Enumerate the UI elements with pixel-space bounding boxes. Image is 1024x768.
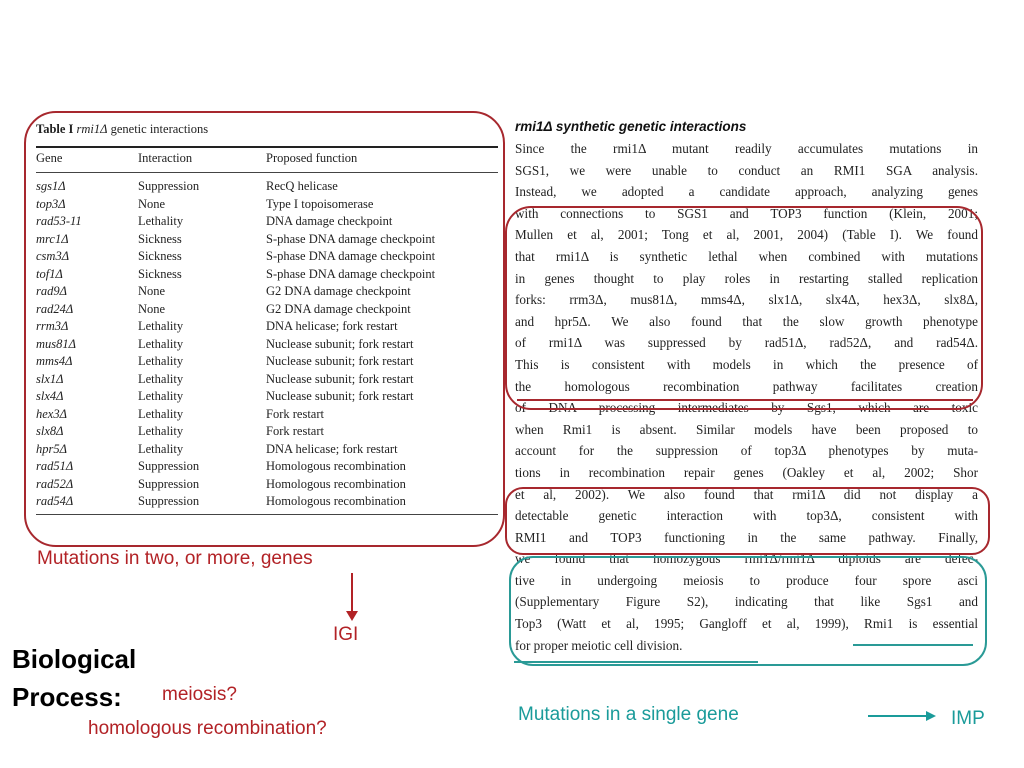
table-caption-text: genetic interactions — [110, 122, 209, 136]
cell-function: DNA helicase; fork restart — [266, 319, 398, 333]
text-line: we found that homozygous rmi1Δ/rmi1Δ diploids are defec- — [515, 551, 978, 567]
cell-interaction: Lethality — [138, 406, 184, 421]
cell-function: S-phase DNA damage checkpoint — [266, 266, 436, 281]
cell-interaction: None — [138, 284, 166, 298]
imp-caption: Mutations in a single gene — [518, 704, 739, 725]
cell-gene: rad24Δ — [36, 301, 74, 316]
cell-interaction: Lethality — [138, 389, 184, 403]
cell-gene: slx1Δ — [36, 371, 64, 386]
section-heading: rmi1Δ synthetic genetic interactions — [515, 119, 747, 134]
cell-interaction: Lethality — [138, 441, 184, 456]
cell-gene: rad52Δ — [36, 476, 74, 491]
cell-gene: rad51Δ — [36, 459, 74, 473]
cell-gene: slx8Δ — [36, 424, 64, 438]
text-line: of DNA processing intermediates by Sgs1, which are toxic — [515, 400, 978, 416]
cell-function: S-phase DNA damage checkpoint — [266, 249, 436, 263]
text-line: of rmi1Δ was suppressed by rad51Δ, rad52Δ, and rad54Δ. — [515, 335, 978, 351]
cell-gene: mus81Δ — [36, 336, 76, 351]
cell-function: G2 DNA damage checkpoint — [266, 301, 411, 316]
text-line: tions in recombination repair genes (Oakley et al, 2002; Shor — [515, 464, 978, 480]
cell-interaction: None — [138, 196, 166, 211]
text-line: RMI1 and TOP3 functioning in the same pathway. Finally, — [515, 529, 978, 545]
text-line: the homologous recombination pathway facilitates creation — [515, 378, 978, 394]
cell-function: Nuclease subunit; fork restart — [266, 389, 414, 403]
table-caption-gene: rmi1Δ — [76, 122, 108, 136]
text-line: and hpr5Δ. We also found that the slow growth phenotype — [515, 313, 978, 329]
cell-gene: tof1Δ — [36, 266, 63, 281]
cell-function: Fork restart — [266, 406, 324, 421]
biological-process-title — [12, 640, 136, 716]
cell-interaction: Sickness — [138, 266, 182, 281]
arrow-down-icon — [342, 573, 362, 623]
bp-title-line-2: Process: — [12, 682, 122, 712]
igi-text-highlight-2 — [505, 487, 990, 555]
cell-gene: rad53-11 — [36, 214, 82, 228]
text-line: with connections to SGS1 and TOP3 function (Klein, 2001; — [515, 205, 978, 221]
header-interaction: Interaction — [138, 151, 193, 165]
teal-underline-2 — [514, 661, 758, 663]
igi-table-highlight — [24, 111, 505, 547]
text-line: SGS1, we were unable to conduct an RMI1 SGA analysis. — [515, 162, 978, 178]
text-line: tive in undergoing meiosis to produce four spore asci — [515, 572, 978, 588]
cell-interaction: Suppression — [138, 459, 200, 473]
cell-interaction: Sickness — [138, 231, 182, 246]
cell-gene: rrm3Δ — [36, 319, 69, 333]
text-line: et al, 2002). We also found that rmi1Δ did not display a — [515, 486, 978, 502]
text-line: that rmi1Δ is synthetic lethal when combined with mutations — [515, 248, 978, 264]
cell-interaction: Suppression — [138, 179, 200, 193]
cell-gene: slx4Δ — [36, 389, 64, 403]
igi-caption: Mutations in two, or more, genes — [37, 548, 313, 569]
cell-function: Nuclease subunit; fork restart — [266, 354, 414, 368]
cell-interaction: Lethality — [138, 319, 184, 333]
bp-meiosis: meiosis? — [162, 684, 237, 705]
igi-label: IGI — [333, 624, 359, 645]
cell-interaction: Suppression — [138, 476, 200, 491]
cell-function: Type I topoisomerase — [266, 196, 374, 211]
cell-function: Nuclease subunit; fork restart — [266, 336, 414, 351]
text-line: Mullen et al, 2001; Tong et al, 2001, 2004) (Table I). We found — [515, 227, 978, 243]
text-line: in genes thought to play roles in restarting stalled replication — [515, 270, 978, 286]
cell-gene: rad54Δ — [36, 494, 74, 508]
text-line: forks: rrm3Δ, mus81Δ, mms4Δ, slx1Δ, slx4Δ, hex3Δ, slx8Δ, — [515, 292, 978, 308]
cell-gene: rad9Δ — [36, 284, 67, 298]
cell-interaction: Lethality — [138, 354, 184, 368]
cell-gene: top3Δ — [36, 196, 66, 211]
imp-label: IMP — [951, 708, 985, 729]
cell-function: Homologous recombination — [266, 459, 406, 473]
cell-function: DNA damage checkpoint — [266, 214, 393, 228]
bp-homologous-recombination: homologous recombination? — [88, 718, 327, 739]
cell-interaction: Sickness — [138, 249, 182, 263]
cell-gene: hex3Δ — [36, 406, 67, 421]
text-line: Since the rmi1Δ mutant readily accumulates mutations in — [515, 141, 978, 156]
header-gene: Gene — [36, 151, 63, 165]
cell-function: RecQ helicase — [266, 179, 338, 193]
cell-interaction: Lethality — [138, 424, 184, 438]
cell-function: S-phase DNA damage checkpoint — [266, 231, 436, 246]
text-line: detectable genetic interaction with top3Δ, consistent with — [515, 508, 978, 524]
cell-function: Nuclease subunit; fork restart — [266, 371, 414, 386]
cell-interaction: Suppression — [138, 494, 200, 508]
cell-interaction: Lethality — [138, 336, 184, 351]
text-line: (Supplementary Figure S2), indicating that like Sgs1 and — [515, 594, 978, 610]
cell-function: G2 DNA damage checkpoint — [266, 284, 411, 298]
text-line: Instead, we adopted a candidate approach, analyzing genes — [515, 184, 978, 200]
header-function: Proposed function — [266, 151, 358, 165]
cell-interaction: Lethality — [138, 214, 184, 228]
teal-underline-1 — [853, 644, 973, 646]
bp-title-line-1: Biological — [12, 644, 137, 674]
text-line: for proper meiotic cell division. — [515, 637, 683, 653]
cell-function: DNA helicase; fork restart — [266, 441, 398, 456]
arrow-right-icon — [868, 706, 938, 726]
cell-gene: hpr5Δ — [36, 441, 67, 456]
table-label: Table I — [36, 122, 74, 136]
imp-text-highlight — [509, 556, 987, 666]
text-line: when Rmi1 is absent. Similar models have been proposed to — [515, 421, 978, 437]
text-line: This is consistent with models in which the presence of — [515, 356, 978, 372]
cell-function: Homologous recombination — [266, 494, 406, 508]
cell-function: Homologous recombination — [266, 476, 406, 491]
cell-interaction: None — [138, 301, 166, 316]
cell-interaction: Lethality — [138, 371, 184, 386]
igi-text-highlight-1 — [505, 206, 983, 410]
cell-gene: csm3Δ — [36, 249, 70, 263]
cell-gene: mms4Δ — [36, 354, 73, 368]
text-line: Top3 (Watt et al, 1995; Gangloff et al, 1999), Rmi1 is essential — [515, 616, 978, 632]
cell-gene: mrc1Δ — [36, 231, 69, 246]
cell-gene: sgs1Δ — [36, 179, 66, 193]
text-line: account for the suppression of top3Δ phenotypes by muta- — [515, 443, 978, 459]
cell-function: Fork restart — [266, 424, 324, 438]
red-underline — [517, 399, 973, 401]
